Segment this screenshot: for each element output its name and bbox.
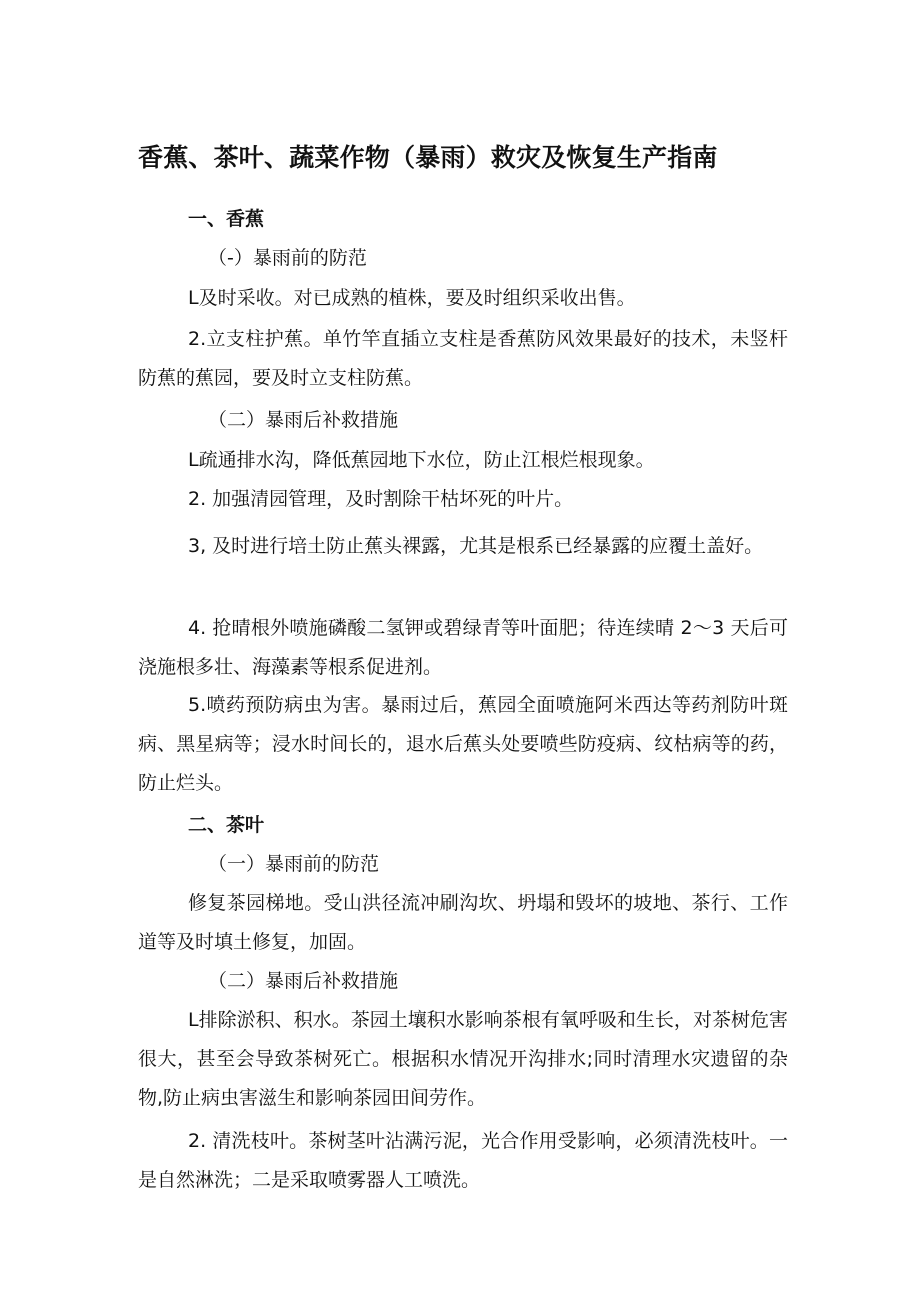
paragraph: 2. 清洗枝叶。茶树茎叶沾满污泥，光合作用受影响，必须清洗枝叶。一是自然淋洗；二是采取喷雾器人工喷洗。 bbox=[138, 1130, 788, 1191]
subheading-tea-after: （二）暴雨后补救措施 bbox=[208, 970, 399, 992]
paragraph: L疏通排水沟，降低蕉园地下水位，防止江根烂根现象。 bbox=[188, 449, 655, 471]
paragraph: 2. 加强清园管理，及时割除干枯坏死的叶片。 bbox=[188, 488, 574, 510]
section-heading-banana: 一、香蕉 bbox=[188, 208, 265, 230]
subheading-tea-before: （一）暴雨前的防范 bbox=[208, 853, 380, 875]
subheading-banana-before: （-）暴雨前的防范 bbox=[208, 247, 367, 269]
paragraph: 2.立支柱护蕉。单竹竿直插立支柱是香蕉防风效果最好的技术，未竖杆防蕉的蕉园，要及时立支柱防蕉。 bbox=[138, 328, 788, 389]
subheading-banana-after: （二）暴雨后补救措施 bbox=[208, 409, 399, 431]
paragraph: 4. 抢晴根外喷施磷酸二氢钾或碧绿青等叶面肥；待连续晴 2～3 天后可浇施根多壮、海藻素等根系促进剂。 bbox=[138, 617, 788, 678]
paragraph: L及时采收。对已成熟的植株，要及时组织采收出售。 bbox=[188, 287, 636, 309]
paragraph: L排除淤积、积水。茶园土壤积水影响茶根有氧呼吸和生长，对茶树危害很大，甚至会导致茶树死亡。根据积水情况开沟排水;同时清理水灾遗留的杂物,防止病虫害滋生和影响茶园田间劳作。 bbox=[138, 1009, 788, 1109]
paragraph: 3, 及时进行培土防止蕉头裸露，尤其是根系已经暴露的应覆土盖好。 bbox=[188, 535, 764, 557]
paragraph: 5.喷药预防病虫为害。暴雨过后，蕉园全面喷施阿米西达等药剂防叶斑病、黑星病等；浸水时间长的，退水后蕉头处要喷些防疫病、纹枯病等的药，防止烂头。 bbox=[138, 694, 788, 794]
section-heading-tea: 二、茶叶 bbox=[188, 814, 265, 836]
paragraph: 修复茶园梯地。受山洪径流冲刷沟坎、坍塌和毁坏的坡地、茶行、工作道等及时填土修复，加固。 bbox=[138, 892, 788, 953]
page-title: 香蕉、茶叶、蔬菜作物（暴雨）救灾及恢复生产指南 bbox=[138, 143, 718, 172]
